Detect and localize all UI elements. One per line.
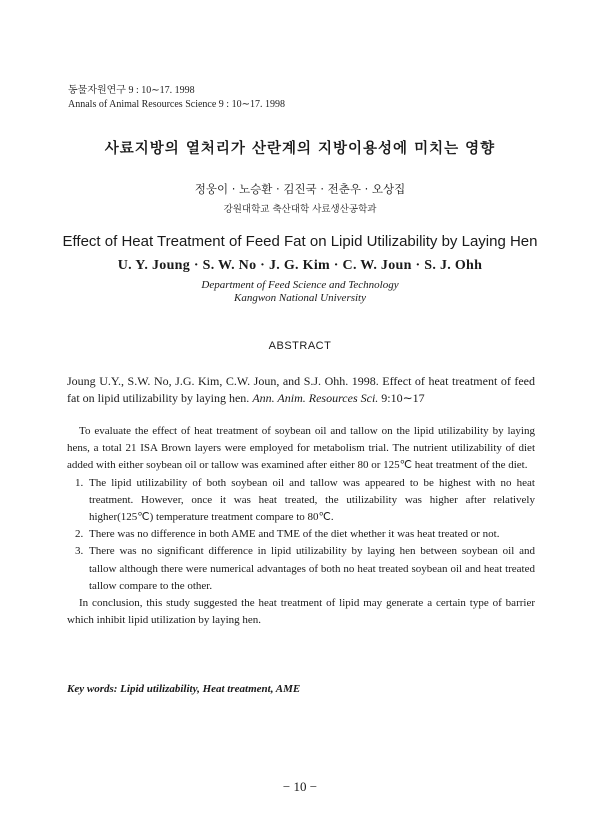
result-item [67,475,535,527]
citation-journal: Ann. Anim. Resources Sci. [252,391,379,405]
result-number: 3. [75,545,84,558]
abstract-heading: ABSTRACT [268,340,332,352]
result-item [67,526,535,543]
abstract-conclusion: In conclusion, this study suggested the heat treatment of lipid may generate a certain type of barrier which inhibit lipid utilization by laying hen. [67,597,535,627]
journal-reference [68,84,285,112]
journal-reference-english: Annals of Animal Resources Science 9 : 10∼17. 1998 [68,99,285,110]
korean-authors: 정웅이 · 노승환 · 김진국 · 전춘우 · 오상집 [194,182,406,196]
abstract-body [67,423,535,629]
korean-title: 사료지방의 열처리가 산란계의 지방이용성에 미치는 영향 [104,141,496,157]
page-number: − 10 − [282,779,318,794]
result-text: There was no significant difference in lipid utilizability by laying hen between soybean oil and tallow although there were numerical advantages of both no heat treated soybean oil and heat treated tallow compare to the other. [89,545,535,592]
citation-pages: 9:10∼17 [378,391,425,405]
journal-reference-korean: 동물자원연구 9 : 10∼17. 1998 [68,85,195,96]
abstract-intro: To evaluate the effect of heat treatment of soybean oil and tallow on the lipid utilizability by laying hens, a total 21 ISA Brown layers were employed for metabolism trial. The nutrient utilizability of diet added with either soybean oil or tallow was examined after either 80 or 125℃ heat treatment of the diet. [67,425,535,472]
result-text: The lipid utilizability of both soybean oil and tallow was appeared to be highest with no heat treatment. However, once it was heat treated, the utilizability was higher after relatively higher(125℃) temperature treatment compare to 80℃. [89,476,535,524]
english-affiliation [0,279,600,305]
affiliation-department: Department of Feed Science and Technology [201,279,399,291]
citation [67,373,535,407]
keywords: Key words: Lipid utilizability, Heat treatment, AME [67,683,301,695]
english-authors: U. Y. Joung · S. W. No · J. G. Kim · C. W. Joun · S. J. Ohh [117,258,483,273]
affiliation-university: Kangwon National University [234,292,366,304]
result-number: 2. [75,528,84,541]
result-item [67,543,535,595]
korean-affiliation: 강원대학교 축산대학 사료생산공학과 [223,204,377,215]
result-text: There was no difference in both AME and TME of the diet whether it was heat treated or not. [89,528,500,541]
result-number: 1. [75,476,84,489]
english-title: Effect of Heat Treatment of Feed Fat on Lipid Utilizability by Laying Hen [62,233,538,250]
results-list [67,475,535,595]
citation-text: Joung U.Y., S.W. No, J.G. Kim, C.W. Joun, and S.J. Ohh. 1998. Effect of heat treatment of feed fat on lipid utilizability by laying hen. [67,374,535,405]
